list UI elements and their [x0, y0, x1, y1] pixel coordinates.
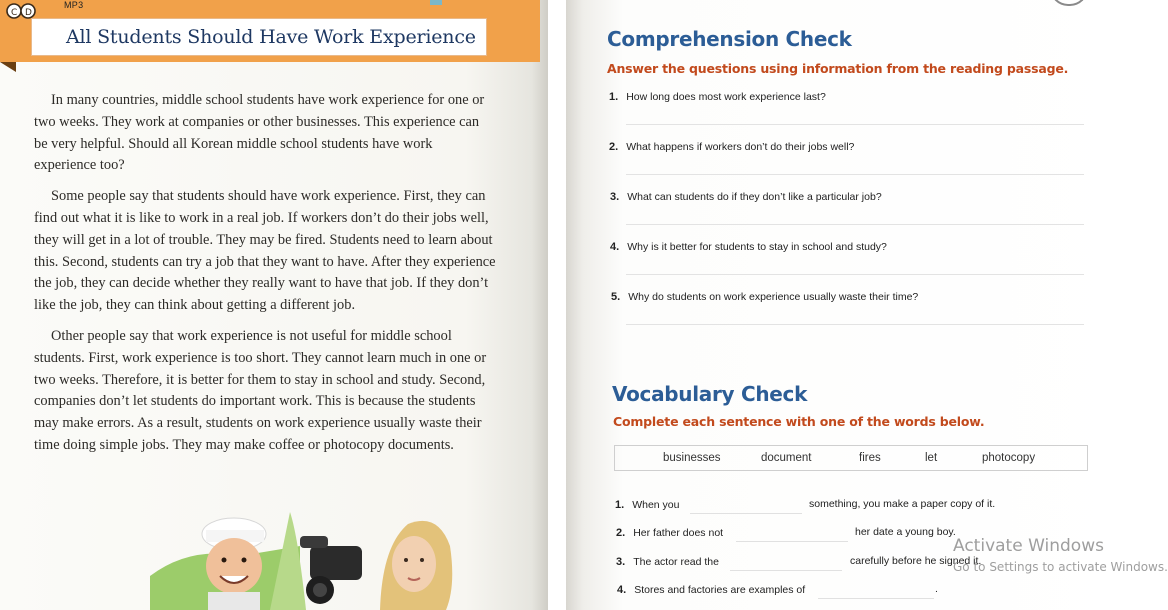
question-number: 2. [609, 141, 619, 153]
word-bank-item: let [925, 452, 938, 464]
sentence-before: When you [632, 499, 680, 511]
word-bank-item: fires [859, 452, 881, 464]
activate-windows-hint: Go to Settings to activate Windows. [953, 560, 1168, 574]
headphones-icon [4, 0, 40, 20]
answer-line[interactable] [626, 274, 1084, 275]
reading-passage [34, 90, 496, 466]
answer-line[interactable] [626, 224, 1084, 225]
sentence-before: Her father does not [633, 527, 724, 539]
question-number: 3. [610, 191, 620, 203]
question-item [611, 291, 918, 303]
sentence-after: her date a young boy. [855, 526, 956, 538]
sentence-before: Stores and factories are examples of [634, 584, 806, 596]
question-text: How long does most work experience last? [626, 91, 826, 103]
reading-title: All Students Should Have Work Experience [66, 26, 476, 48]
question-text: What happens if workers don’t do their jobs well? [626, 141, 855, 153]
vocab-sentence [617, 584, 805, 596]
answer-line[interactable] [626, 324, 1084, 325]
word-bank-item: businesses [663, 452, 721, 464]
reading-page [0, 0, 548, 610]
reading-paragraph: In many countries, middle school students have work experience for one or two weeks. They work at companies or other businesses. This experience can be very helpful. Should all Korean middle school students have work experience too? [34, 92, 485, 174]
word-bank-item: photocopy [982, 452, 1036, 464]
reading-title-box [31, 18, 487, 56]
sentence-after: carefully before he signed it. [850, 555, 982, 567]
word-bank [614, 445, 1088, 471]
reading-paragraph: Other people say that work experience is not useful for middle school students. First, work experience is too short. They cannot learn much in one or two weeks. Therefore, it is better for them to stay in school and study. Second, companies don’t let students do important work. This is because the students may make errors. As a result, students on work experience usually waste their time doing simple jobs. They may make coffee or photocopy documents. [34, 327, 487, 453]
vocab-sentence [616, 556, 719, 568]
question-text: What can students do if they don’t like a particular job? [627, 191, 882, 203]
question-text: Why is it better for students to stay in school and study? [627, 241, 887, 253]
sentence-number: 1. [615, 499, 625, 511]
sentence-before: The actor read the [633, 556, 719, 568]
question-number: 5. [611, 291, 621, 303]
svg-text:D: D [25, 8, 32, 18]
fill-in-blank[interactable] [818, 598, 934, 599]
question-number: 4. [610, 241, 620, 253]
sentence-after: something, you make a paper copy of it. [809, 498, 996, 510]
question-item [609, 91, 826, 103]
fill-in-blank[interactable] [690, 513, 802, 514]
comprehension-title: Comprehension Check [607, 27, 852, 51]
question-item [610, 241, 887, 253]
answer-line[interactable] [626, 124, 1084, 125]
svg-text:C: C [11, 8, 18, 18]
students-photo [150, 506, 510, 610]
vocab-sentence [615, 499, 679, 511]
reading-paragraph: Some people say that students should have work experience. First, they can find out what it is like to work in a real job. If workers don’t do their jobs well, they will get in a lot of trouble. They may be fired. Students need to learn about this. Second, students can try a job that they want to have. After they experience the job, they can decide whether they really want to have that job. If they don’t like the job, they can think about getting a different job. [34, 188, 496, 314]
vocabulary-instruction: Complete each sentence with one of the words below. [613, 414, 985, 429]
question-item [610, 191, 882, 203]
fill-in-blank[interactable] [730, 570, 842, 571]
sentence-number: 2. [616, 527, 626, 539]
vocabulary-title: Vocabulary Check [612, 382, 808, 406]
question-number: 1. [609, 91, 619, 103]
activate-windows-watermark: Activate Windows [953, 536, 1104, 556]
fill-in-blank[interactable] [736, 541, 848, 542]
audio-track-label: MP3 [64, 0, 84, 10]
sentence-number: 4. [617, 584, 627, 596]
comprehension-instruction: Answer the questions using information from the reading passage. [607, 61, 1069, 76]
vocab-sentence [616, 527, 723, 539]
sentence-number: 3. [616, 556, 626, 568]
question-text: Why do students on work experience usually waste their time? [628, 291, 919, 303]
page-tab-marker [430, 0, 442, 5]
sentence-after: . [935, 583, 938, 595]
answer-line[interactable] [626, 174, 1084, 175]
word-bank-item: document [761, 452, 812, 464]
question-item [609, 141, 854, 153]
